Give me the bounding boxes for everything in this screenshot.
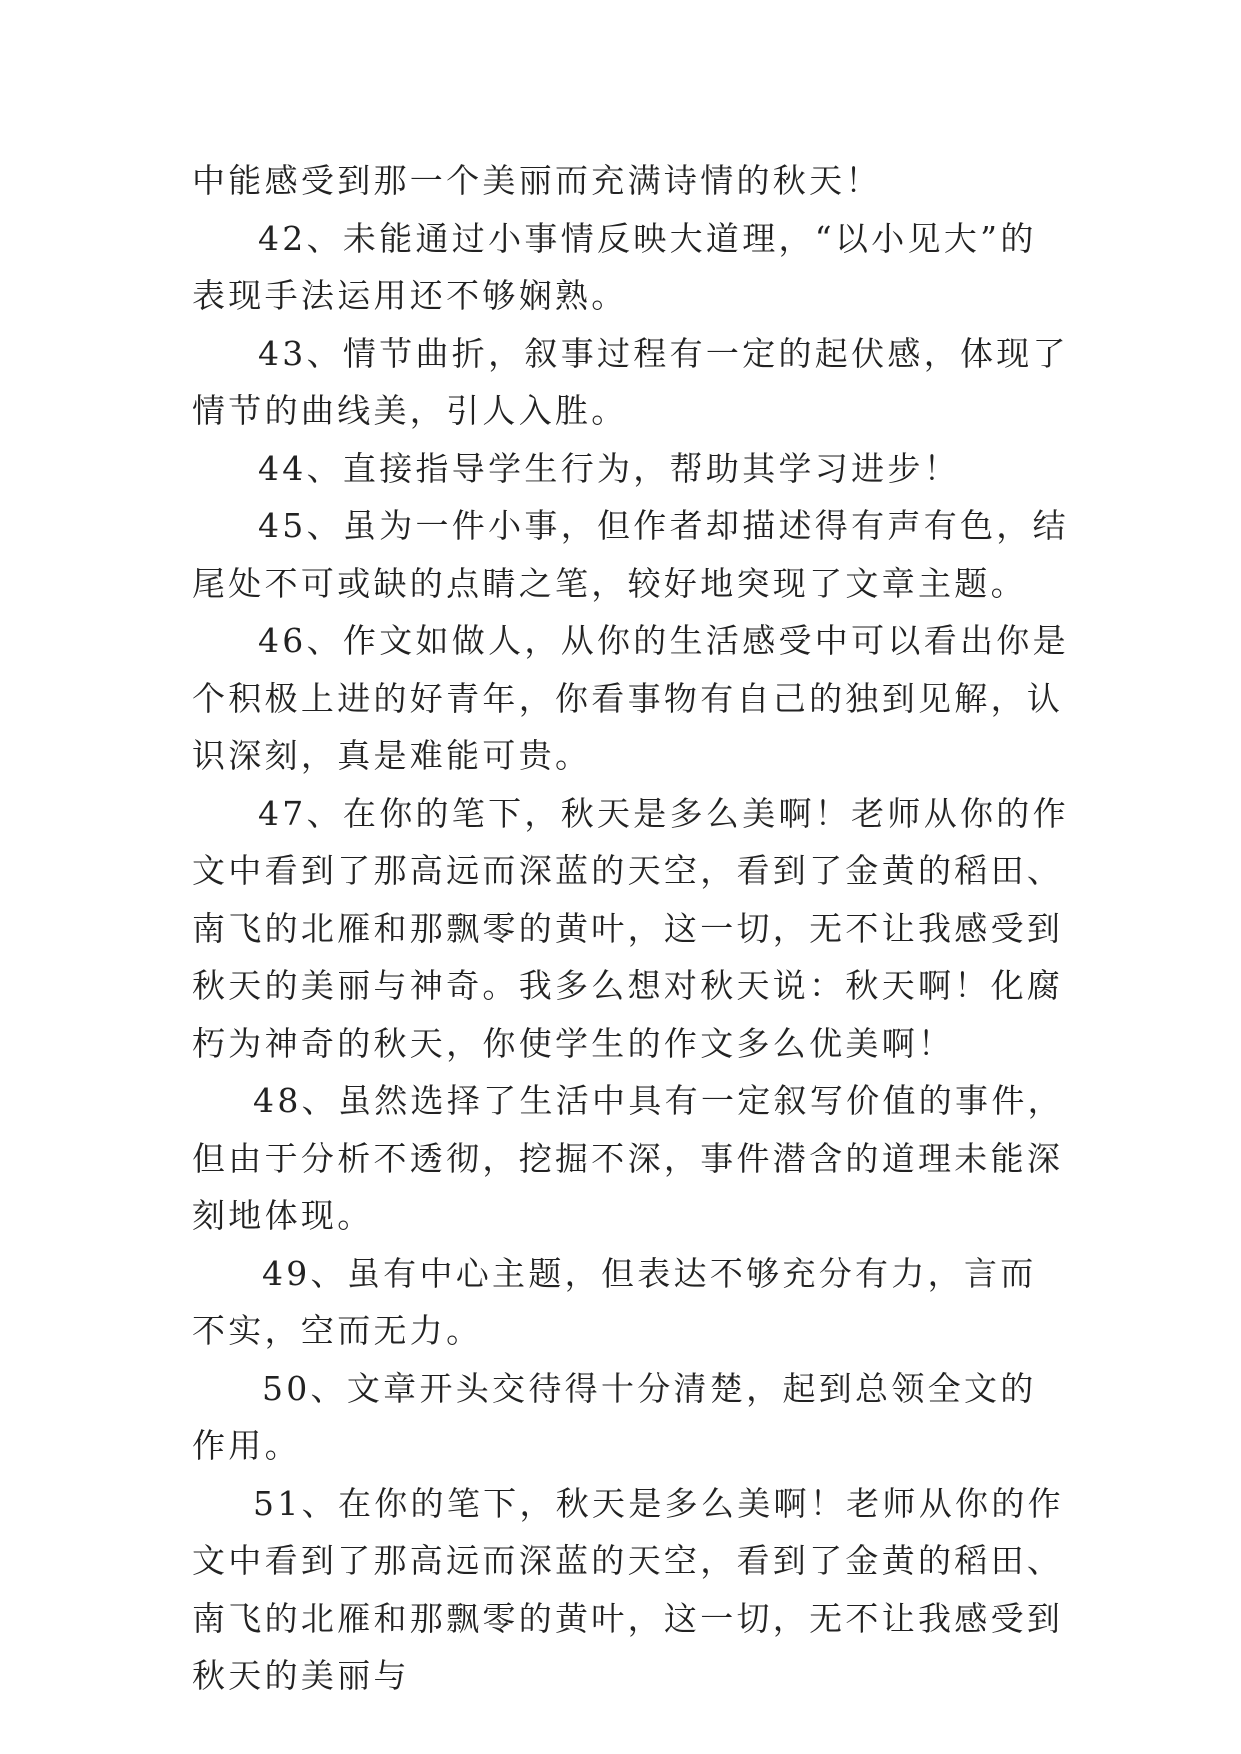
paragraph-42: 42、未能通过小事情反映大道理，“以小见大”的表现手法运用还不够娴熟。 [192,218,1037,315]
paragraph-46: 46、作文如做人，从你的生活感受中可以看出你是个积极上进的好青年，你看事物有自己的独到见解，认识深刻，真是难能可贵。 [192,621,1069,775]
paragraph-43: 43、情节曲折，叙事过程有一定的起伏感，体现了情节的曲线美，引人入胜。 [192,333,1069,430]
paragraph-49: 49、虽有中心主题，但表达不够充分有力，言而不实，空而无力。 [192,1253,1037,1350]
paragraph-44: 44、直接指导学生行为，帮助其学习进步！ [258,448,960,488]
paragraph-48: 48、虽然选择了生活中具有一定叙写价值的事件，但由于分析不透彻，挖掘不深，事件潜含的道理未能深刻地体现。 [192,1081,1064,1235]
paragraph-45: 45、虽为一件小事，但作者却描述得有声有色，结尾处不可或缺的点睛之笔，较好地突现了文章主题。 [192,506,1069,603]
paragraph-41-continuation: 中能感受到那一个美丽而充满诗情的秋天！ [192,161,882,200]
paragraph-51: 51、在你的笔下，秋天是多么美啊！老师从你的作文中看到了那高远而深蓝的天空，看到了金黄的稻田、南飞的北雁和那飘零的黄叶，这一切，无不让我感受到秋天的美丽与 [192,1483,1064,1695]
paragraph-47: 47、在你的笔下，秋天是多么美啊！老师从你的作文中看到了那高远而深蓝的天空，看到了金黄的稻田、南飞的北雁和那飘零的黄叶，这一切，无不让我感受到秋天的美丽与神奇。我多么想对秋天说：秋天啊！化腐朽为神奇的秋天，你使学生的作文多么优美啊！ [192,793,1069,1063]
body-text [192,152,1072,1705]
paragraph-50: 50、文章开头交待得十分清楚，起到总领全文的作用。 [192,1368,1037,1465]
